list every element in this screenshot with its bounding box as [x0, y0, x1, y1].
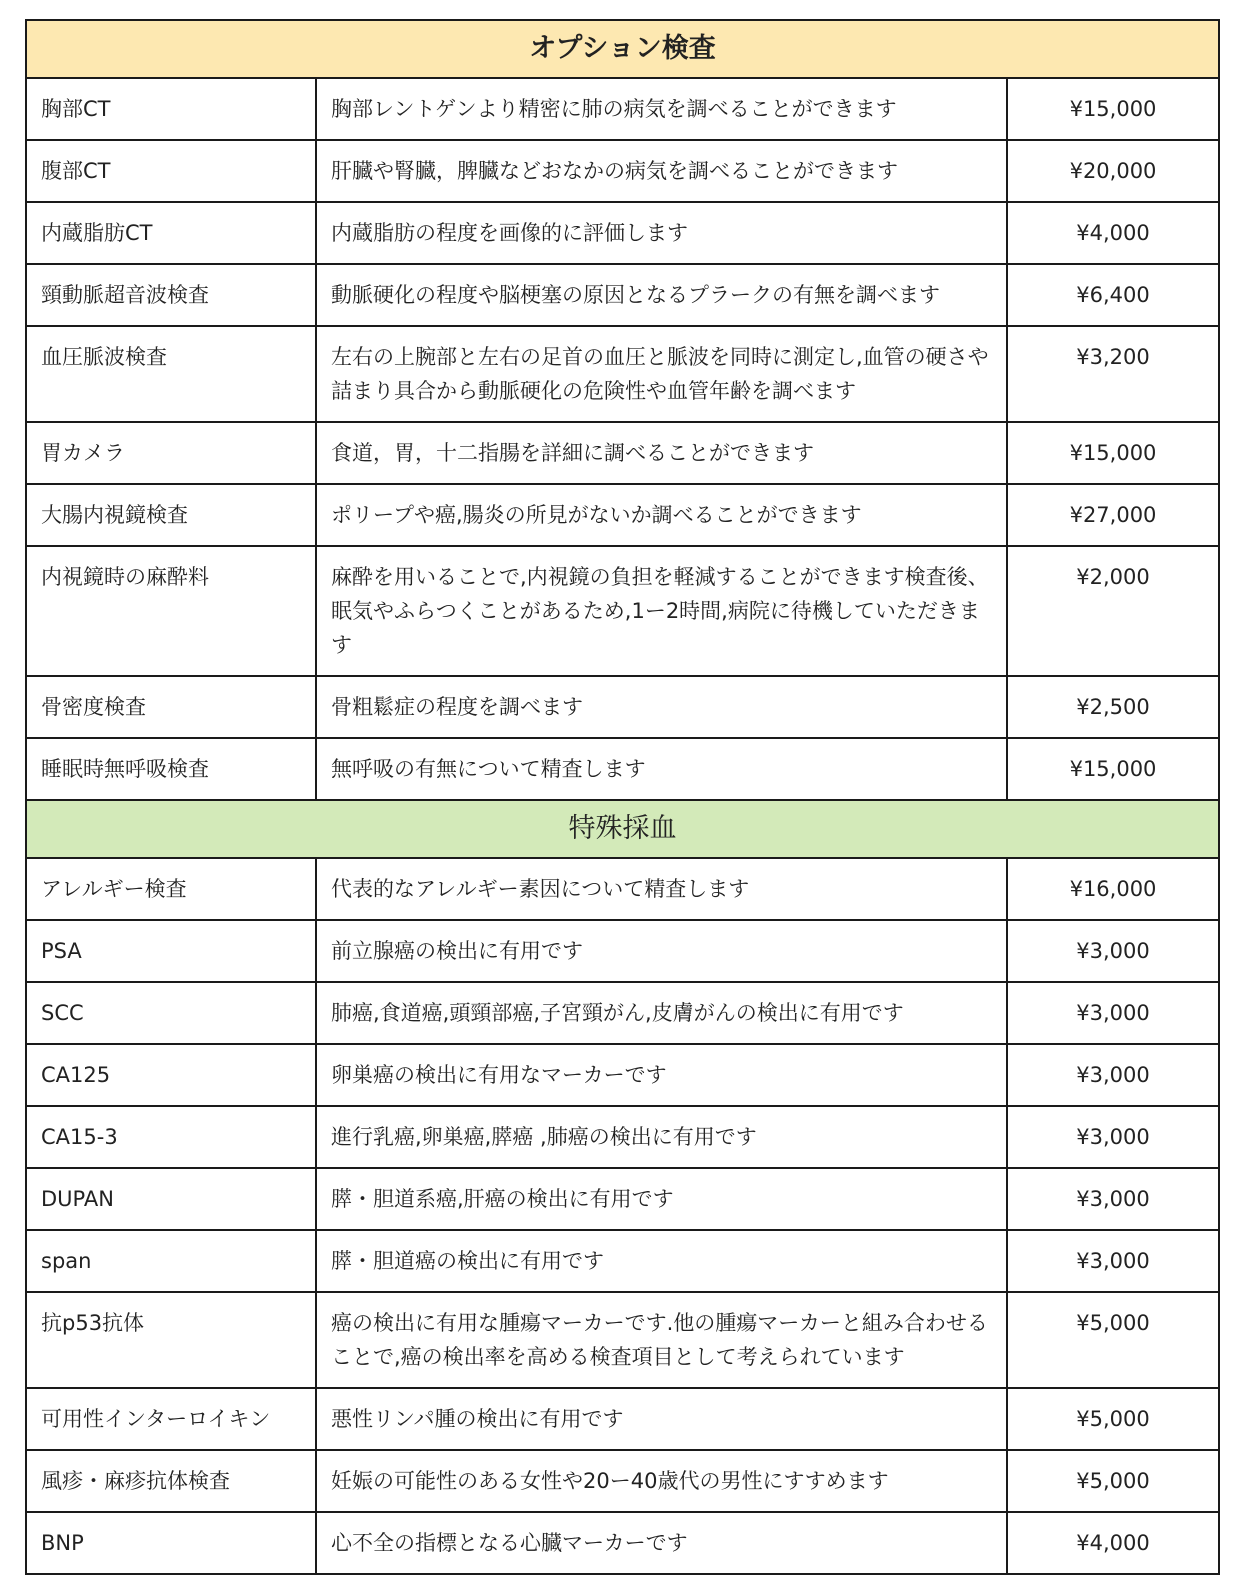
- test-description: 癌の検出に有用な腫瘍マーカーです.他の腫瘍マーカーと組み合わせることで,癌の検出率を高める検査項目として考えられています: [316, 1292, 1007, 1388]
- test-price: ¥5,000: [1007, 1292, 1219, 1388]
- test-price: ¥3,000: [1007, 1230, 1219, 1292]
- section-title-special-blood-tests: 特殊採血: [26, 800, 1219, 858]
- test-description: 無呼吸の有無について精査します: [316, 738, 1007, 800]
- table-row: [26, 920, 1219, 982]
- table-row: [26, 738, 1219, 800]
- test-description: 肝臓や腎臓，脾臓などおなかの病気を調べることができます: [316, 140, 1007, 202]
- table-row: [26, 78, 1219, 140]
- price-table: [25, 19, 1220, 1575]
- test-name: 抗p53抗体: [26, 1292, 316, 1388]
- test-price: ¥15,000: [1007, 78, 1219, 140]
- table-row: [26, 1292, 1219, 1388]
- test-name: アレルギー検査: [26, 858, 316, 920]
- test-price: ¥15,000: [1007, 738, 1219, 800]
- table-row: [26, 140, 1219, 202]
- test-name: span: [26, 1230, 316, 1292]
- test-name: 頸動脈超音波検査: [26, 264, 316, 326]
- test-price: ¥27,000: [1007, 484, 1219, 546]
- test-name: SCC: [26, 982, 316, 1044]
- table-row: [26, 1388, 1219, 1450]
- test-description: 妊娠の可能性のある女性や20ー40歳代の男性にすすめます: [316, 1450, 1007, 1512]
- table-row: [26, 1106, 1219, 1168]
- section-header-row-option: [26, 20, 1219, 78]
- test-name: 風疹・麻疹抗体検査: [26, 1450, 316, 1512]
- test-price: ¥6,400: [1007, 264, 1219, 326]
- test-name: 胃カメラ: [26, 422, 316, 484]
- test-price: ¥2,500: [1007, 676, 1219, 738]
- table-row: [26, 546, 1219, 676]
- test-name: DUPAN: [26, 1168, 316, 1230]
- test-description: 食道，胃，十二指腸を詳細に調べることができます: [316, 422, 1007, 484]
- test-description: 卵巣癌の検出に有用なマーカーです: [316, 1044, 1007, 1106]
- test-description: 心不全の指標となる心臓マーカーです: [316, 1512, 1007, 1574]
- test-name: CA15-3: [26, 1106, 316, 1168]
- test-price: ¥15,000: [1007, 422, 1219, 484]
- test-name: CA125: [26, 1044, 316, 1106]
- test-description: 悪性リンパ腫の検出に有用です: [316, 1388, 1007, 1450]
- table-row: [26, 858, 1219, 920]
- test-price: ¥16,000: [1007, 858, 1219, 920]
- section-title-option-tests: オプション検査: [26, 20, 1219, 78]
- test-name: PSA: [26, 920, 316, 982]
- table-row: [26, 202, 1219, 264]
- test-name: 大腸内視鏡検査: [26, 484, 316, 546]
- test-description: 動脈硬化の程度や脳梗塞の原因となるプラークの有無を調べます: [316, 264, 1007, 326]
- table-row: [26, 326, 1219, 422]
- test-price: ¥5,000: [1007, 1450, 1219, 1512]
- test-description: 膵・胆道癌の検出に有用です: [316, 1230, 1007, 1292]
- test-description: ポリープや癌,腸炎の所見がないか調べることができます: [316, 484, 1007, 546]
- test-name: 胸部CT: [26, 78, 316, 140]
- test-price: ¥20,000: [1007, 140, 1219, 202]
- test-price: ¥2,000: [1007, 546, 1219, 676]
- test-price: ¥3,000: [1007, 1106, 1219, 1168]
- test-description: 胸部レントゲンより精密に肺の病気を調べることができます: [316, 78, 1007, 140]
- test-description: 代表的なアレルギー素因について精査します: [316, 858, 1007, 920]
- test-description: 膵・胆道系癌,肝癌の検出に有用です: [316, 1168, 1007, 1230]
- table-row: [26, 1044, 1219, 1106]
- test-description: 進行乳癌,卵巣癌,膵癌 ,肺癌の検出に有用です: [316, 1106, 1007, 1168]
- test-name: 内視鏡時の麻酔料: [26, 546, 316, 676]
- test-description: 内蔵脂肪の程度を画像的に評価します: [316, 202, 1007, 264]
- test-name: BNP: [26, 1512, 316, 1574]
- test-name: 骨密度検査: [26, 676, 316, 738]
- test-price: ¥3,200: [1007, 326, 1219, 422]
- test-name: 内蔵脂肪CT: [26, 202, 316, 264]
- test-name: 睡眠時無呼吸検査: [26, 738, 316, 800]
- test-description: 肺癌,食道癌,頭頸部癌,子宮頸がん,皮膚がんの検出に有用です: [316, 982, 1007, 1044]
- test-description: 骨粗鬆症の程度を調べます: [316, 676, 1007, 738]
- test-price: ¥3,000: [1007, 1044, 1219, 1106]
- test-price: ¥3,000: [1007, 982, 1219, 1044]
- section-header-row-special: [26, 800, 1219, 858]
- test-price: ¥4,000: [1007, 202, 1219, 264]
- table-row: [26, 1230, 1219, 1292]
- table-row: [26, 484, 1219, 546]
- test-price: ¥5,000: [1007, 1388, 1219, 1450]
- test-price: ¥3,000: [1007, 1168, 1219, 1230]
- table-row: [26, 422, 1219, 484]
- table-row: [26, 982, 1219, 1044]
- price-table-body: [26, 20, 1219, 1574]
- test-description: 麻酔を用いることで,内視鏡の負担を軽減することができます検査後、眠気やふらつくことがあるため,1ー2時間,病院に待機していただきます: [316, 546, 1007, 676]
- test-name: 腹部CT: [26, 140, 316, 202]
- test-description: 前立腺癌の検出に有用です: [316, 920, 1007, 982]
- test-name: 血圧脈波検査: [26, 326, 316, 422]
- test-price: ¥3,000: [1007, 920, 1219, 982]
- table-row: [26, 264, 1219, 326]
- test-price: ¥4,000: [1007, 1512, 1219, 1574]
- test-name: 可用性インターロイキン: [26, 1388, 316, 1450]
- table-row: [26, 1450, 1219, 1512]
- test-description: 左右の上腕部と左右の足首の血圧と脈波を同時に測定し,血管の硬さや詰まり具合から動脈硬化の危険性や血管年齢を調べます: [316, 326, 1007, 422]
- table-row: [26, 1512, 1219, 1574]
- table-row: [26, 1168, 1219, 1230]
- table-row: [26, 676, 1219, 738]
